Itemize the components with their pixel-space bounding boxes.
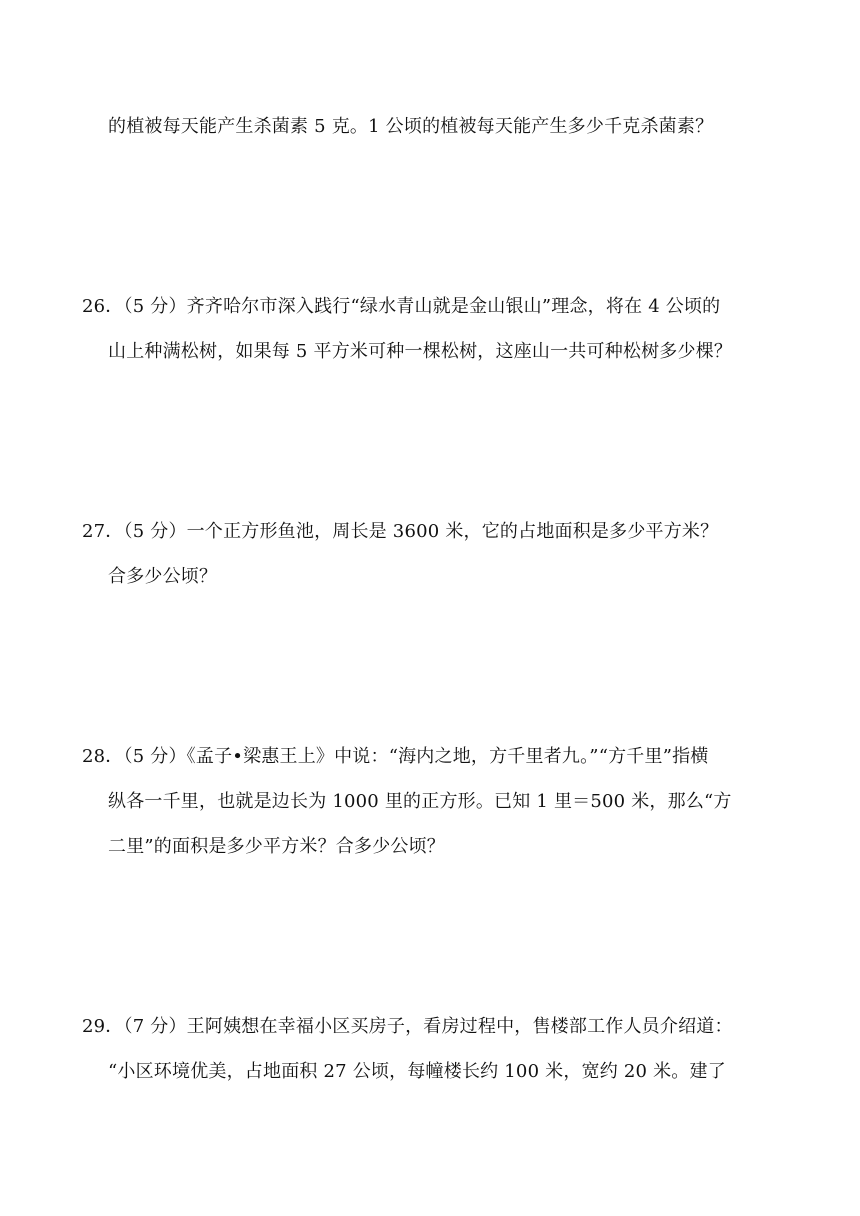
question-29-line-2: “小区环境优美，占地面积 27 公顷，每幢楼长约 100 米，宽约 20 米。建了 xyxy=(108,1061,726,1082)
question-27-line-1: 27．（5 分）一个正方形鱼池，周长是 3600 米，它的占地面积是多少平方米？ xyxy=(82,521,719,542)
question-29-line-1: 29．（7 分）王阿姨想在幸福小区买房子，看房过程中，售楼部工作人员介绍道： xyxy=(82,1016,733,1037)
question-28-line-2: 纵各一千里，也就是边长为 1000 里的正方形。已知 1 里＝500 米，那么“方 xyxy=(108,791,732,812)
question-28-line-3: 二里”的面积是多少平方米？合多少公顷？ xyxy=(108,836,446,857)
question-26-line-2: 山上种满松树，如果每 5 平方米可种一棵松树，这座山一共可种松树多少棵？ xyxy=(108,341,733,362)
question-25-continuation: 的植被每天能产生杀菌素 5 克。1 公顷的植被每天能产生多少千克杀菌素？ xyxy=(108,116,714,137)
question-28-line-1: 28．（5 分）《孟子•梁惠王上》中说：“海内之地，方千里者九。”“方千里”指横 xyxy=(82,746,709,767)
question-27-line-2: 合多少公顷？ xyxy=(108,566,218,587)
question-26-line-1: 26．（5 分）齐齐哈尔市深入践行“绿水青山就是金山银山”理念，将在 4 公顷的 xyxy=(82,296,721,317)
